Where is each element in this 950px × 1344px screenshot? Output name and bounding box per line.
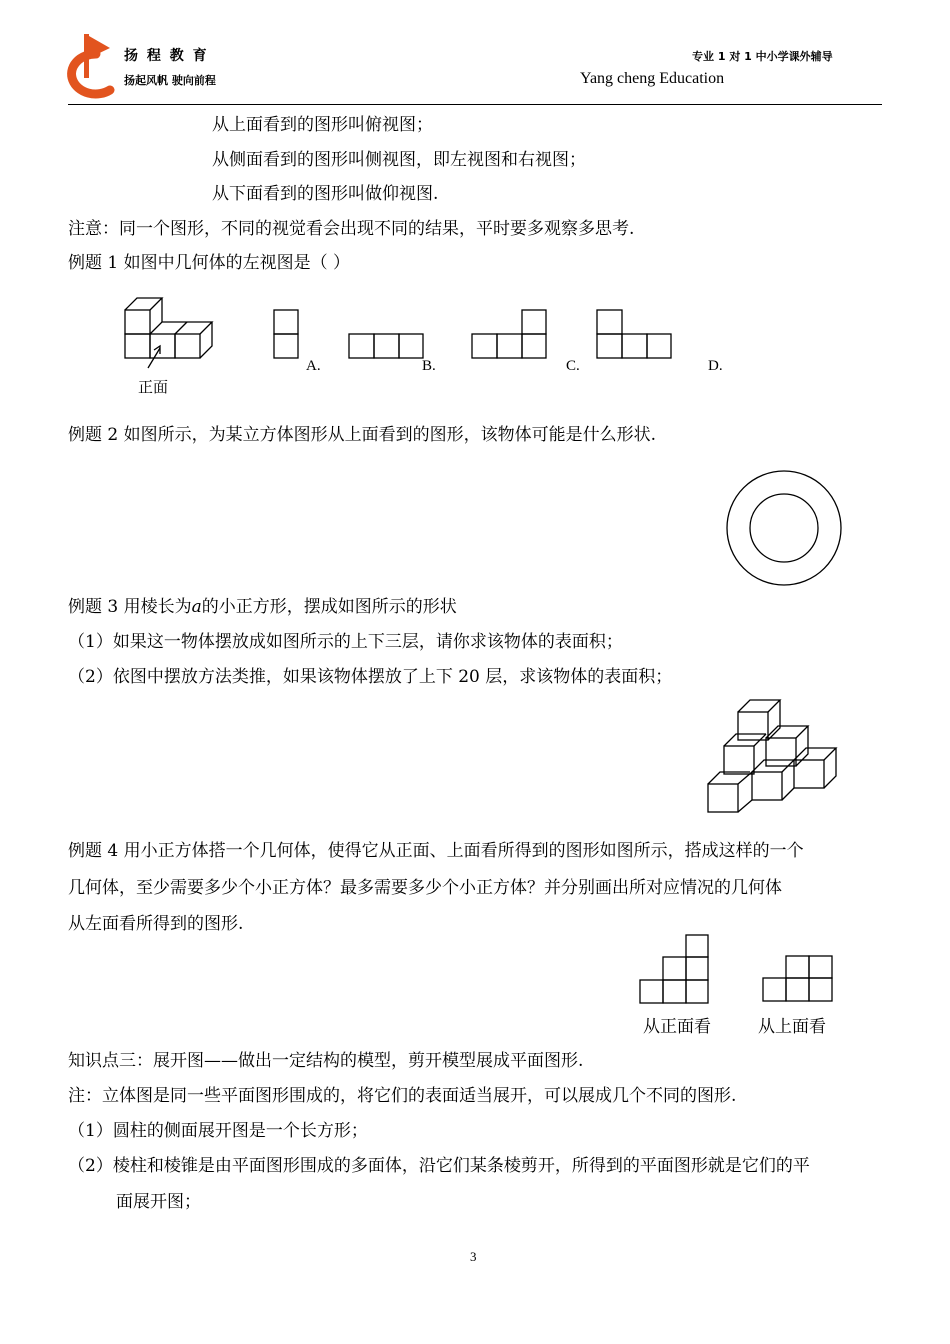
brand-english-name: Yang cheng Education	[580, 70, 725, 87]
option-b-label: B.	[422, 358, 436, 374]
header-divider	[68, 104, 882, 105]
page-number: 3	[470, 1249, 477, 1264]
example2-ring-figure	[722, 468, 846, 592]
example3-question	[68, 596, 457, 618]
example3-suffix: 的小正方形，摆成如图所示的形状	[201, 597, 457, 617]
example2-question: 例题 2 如图所示，为某立方体图形从上面看到的图形，该物体可能是什么形状.	[68, 425, 657, 445]
edge-length-variable: a	[191, 597, 202, 617]
note-line: 注意：同一个图形，不同的视觉看会出现不同的结果，平时要多观察多思考.	[68, 219, 635, 239]
example3-prefix: 例题 3 用棱长为	[68, 597, 192, 617]
side-view-definition: 从侧面看到的图形叫侧视图，即左视图和右视图；	[212, 150, 586, 170]
knowledge3-note: 注：立体图是同一些平面图形围成的，将它们的表面适当展开，可以展成几个不同的图形.	[68, 1086, 737, 1106]
knowledge3-title: 知识点三：展开图——做出一定结构的模型，剪开模型展成平面图形.	[68, 1051, 584, 1071]
brand-tagline: 专业 1 对 1 中小学课外辅导	[692, 50, 833, 63]
brand-title: 扬 程 教 育	[124, 48, 209, 64]
example1-option-figures	[260, 300, 690, 370]
example3-part1: （1）如果这一物体摆放成如图所示的上下三层，请你求该物体的表面积；	[68, 632, 623, 652]
example3-part2: （2）依图中摆放方法类推，如果该物体摆放了上下 20 层，求该物体的表面积；	[68, 667, 673, 687]
option-c-label: C.	[566, 358, 580, 374]
top-view-caption: 从上面看	[758, 1017, 826, 1037]
example4-top-view-figure	[760, 953, 836, 1005]
example1-question: 例题 1 如图中几何体的左视图是（ ）	[68, 253, 351, 273]
option-d-label: D.	[708, 358, 723, 374]
example4-line3: 从左面看所得到的图形.	[68, 914, 244, 934]
example4-line1: 例题 4 用小正方体搭一个几何体，使得它从正面、上面看所得到的图形如图所示，搭成这样的一个	[68, 841, 804, 861]
example3-stacked-cubes-figure	[700, 694, 850, 818]
bottom-view-definition: 从下面看到的图形叫做仰视图.	[212, 184, 439, 204]
option-a-label: A.	[306, 358, 321, 374]
brand-slogan: 扬起风帆 驶向前程	[124, 74, 216, 87]
knowledge3-item1: （1）圆柱的侧面展开图是一个长方形；	[68, 1121, 368, 1141]
example4-front-view-figure	[636, 932, 712, 1006]
flag-c-logo-icon	[52, 32, 122, 100]
knowledge3-item2-line2: 面展开图；	[116, 1192, 201, 1212]
top-view-definition: 从上面看到的图形叫俯视图；	[212, 115, 433, 135]
knowledge3-item2-line1: （2）棱柱和棱锥是由平面图形围成的多面体，沿它们某条棱剪开，所得到的平面图形就是它们的平	[68, 1156, 810, 1176]
front-direction-label: 正面	[138, 380, 169, 396]
example4-line2: 几何体，至少需要多少个小正方体？最多需要多少个小正方体？并分别画出所对应情况的几何体	[68, 878, 782, 898]
front-view-caption: 从正面看	[643, 1017, 711, 1037]
